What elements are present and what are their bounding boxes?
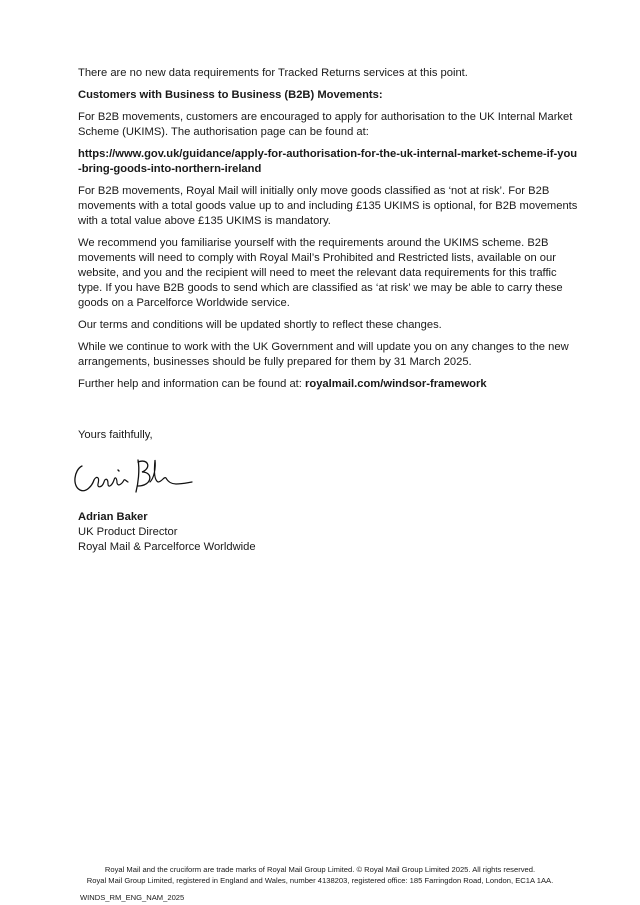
- signer-company: Royal Mail & Parcelforce Worldwide: [78, 541, 256, 553]
- signer-title: UK Product Director: [78, 526, 178, 538]
- letter-body: [78, 66, 578, 399]
- not-at-risk-paragraph: For B2B movements, Royal Mail will initially only move goods classified as ‘not at risk’. For B2B movements with a total goods value up to and including £135 UKIMS is optional, for B2B movements with a total value above £135 UKIMS is mandatory.: [78, 185, 578, 227]
- further-help-text: Further help and information can be found at:: [78, 378, 306, 390]
- footer-trademark-line: Royal Mail and the cruciform are trade marks of Royal Mail Group Limited. © Royal Mail Group Limited 2025. All rights reserved.: [104, 865, 536, 874]
- signer-block: [78, 510, 256, 555]
- legal-footer: [60, 864, 580, 886]
- tracked-returns-paragraph: There are no new data requirements for Tracked Returns services at this point.: [78, 67, 468, 79]
- signer-name: Adrian Baker: [78, 511, 148, 523]
- requirements-paragraph: We recommend you familiarise yourself with the requirements around the UKIMS scheme. B2B movements will need to comply with Royal Mail’s Prohibited and Restricted lists, available on our website, and you and the recipient will need to meet the relevant data requirements for this traffic type. If you have B2B goods to send which are classified as ‘at risk’ we may be able to carry these goods on a Parcelforce Worldwide service.: [78, 237, 563, 309]
- document-reference: WINDS_RM_ENG_NAM_2025: [80, 893, 185, 902]
- government-paragraph: While we continue to work with the UK Government and will update you on any changes to the new arrangements, businesses should be fully prepared for them by 31 March 2025.: [78, 341, 569, 368]
- closing-salutation: Yours faithfully,: [78, 429, 153, 441]
- windsor-framework-link[interactable]: royalmail.com/windsor-framework: [305, 378, 487, 390]
- ukims-url-link[interactable]: https://www.gov.uk/guidance/apply-for-authorisation-for-the-uk-internal-market-scheme-if-you-bring-goods-into-northern-ireland: [78, 148, 578, 175]
- b2b-heading: Customers with Business to Business (B2B) Movements:: [78, 89, 383, 101]
- handwritten-signature: [68, 446, 198, 502]
- footer-registration-line: Royal Mail Group Limited, registered in England and Wales, number 4138203, registered office: 185 Farringdon Road, London, EC1A 1AA.: [86, 876, 554, 885]
- further-help-paragraph: [78, 377, 578, 392]
- ukims-paragraph: For B2B movements, customers are encouraged to apply for authorisation to the UK Internal Market Scheme (UKIMS). The authorisation page can be found at:: [78, 111, 573, 138]
- terms-paragraph: Our terms and conditions will be updated shortly to reflect these changes.: [78, 319, 442, 331]
